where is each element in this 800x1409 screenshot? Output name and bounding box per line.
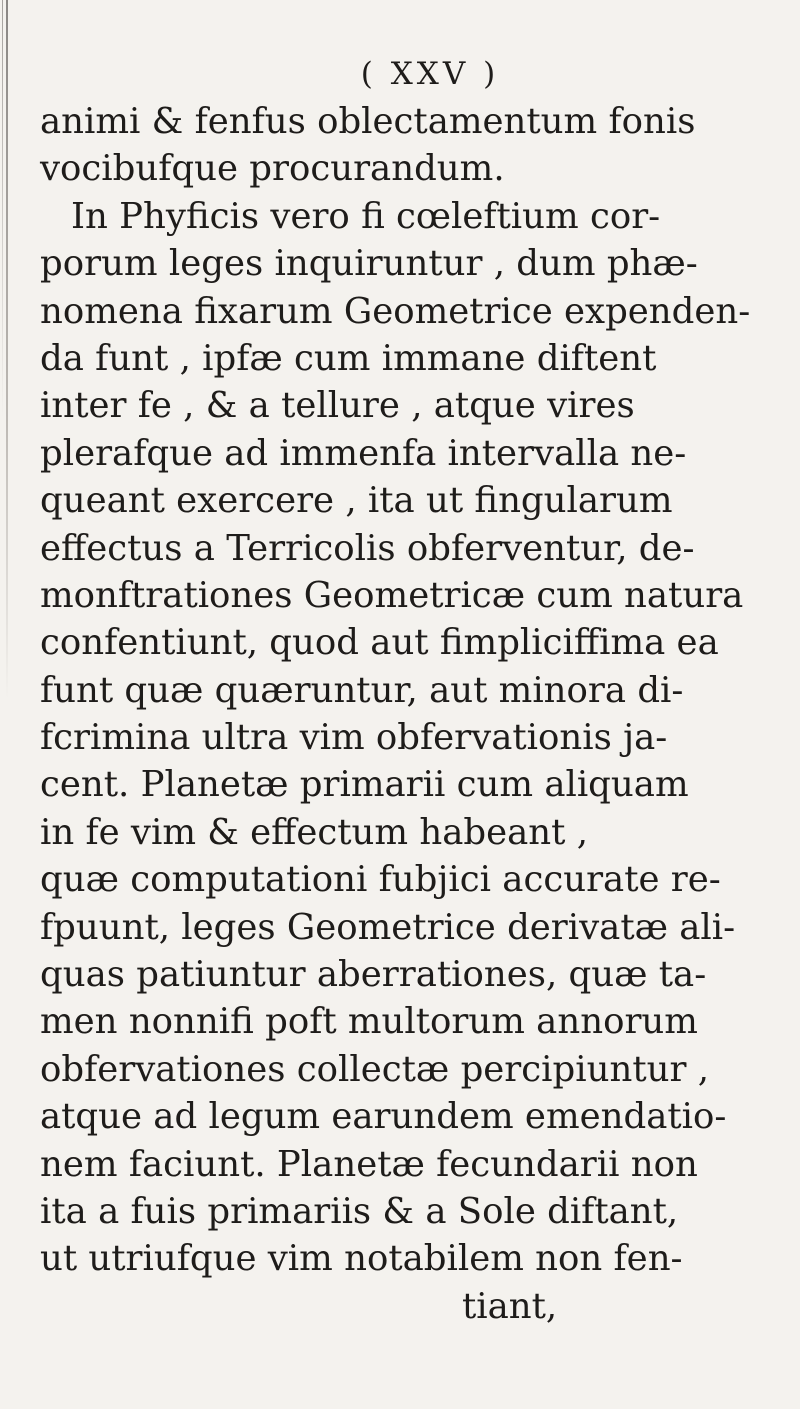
running-head: ( XXV ) <box>360 56 500 92</box>
text-line: in fe vim & effectum habeant , <box>40 811 588 853</box>
text-line: effectus a Terricolis obferventur, de- <box>40 527 695 569</box>
text-line: atque ad legum earundem emendatio- <box>40 1096 727 1138</box>
text-line: fcrimina ultra vim obfervationis ja- <box>40 717 668 759</box>
text-line: animi & fenfus oblectamentum fonis <box>40 101 696 142</box>
text-line: obfervationes collectæ percipiuntur , <box>40 1048 709 1090</box>
text-line: queant exercere , ita ut fingularum <box>40 480 673 522</box>
text-line: da funt , ipfæ cum immane diftent <box>40 337 657 379</box>
text-line: In Phyficis vero fi cœleftium cor- <box>71 195 661 237</box>
text-line: porum leges inquiruntur , dum phæ- <box>40 243 698 285</box>
text-line: plerafque ad immenfa intervalla ne- <box>40 432 687 474</box>
gutter-edge <box>6 0 8 700</box>
text-line: cent. Planetæ primarii cum aliquam <box>40 764 689 806</box>
text-line: vocibufque procurandum. <box>40 148 505 190</box>
text-line: quas patiuntur aberrationes, quæ ta- <box>40 954 707 996</box>
text-line: quæ computationi fubjici accurate re- <box>40 859 721 901</box>
text-line: confentiunt, quod aut fimpliciffima ea <box>40 622 719 664</box>
body-text <box>40 98 780 1330</box>
text-line: ita a fuis primariis & a Sole diftant, <box>40 1190 679 1232</box>
text-line: nomena fixarum Geometrice expenden- <box>40 290 751 332</box>
text-line: monftrationes Geometricæ cum natura <box>40 574 744 616</box>
text-line: ut utriufque vim notabilem non fen- <box>40 1238 683 1280</box>
text-line: fpuunt, leges Geometrice derivatæ ali- <box>40 906 736 948</box>
text-line: inter fe , & a tellure , atque vires <box>40 385 635 427</box>
catchword: tiant, <box>462 1285 558 1327</box>
text-line: men nonnifi poft multorum annorum <box>40 1001 698 1043</box>
text-line: nem faciunt. Planetæ fecundarii non <box>40 1143 698 1185</box>
text-line: funt quæ quæruntur, aut minora di- <box>40 669 684 711</box>
